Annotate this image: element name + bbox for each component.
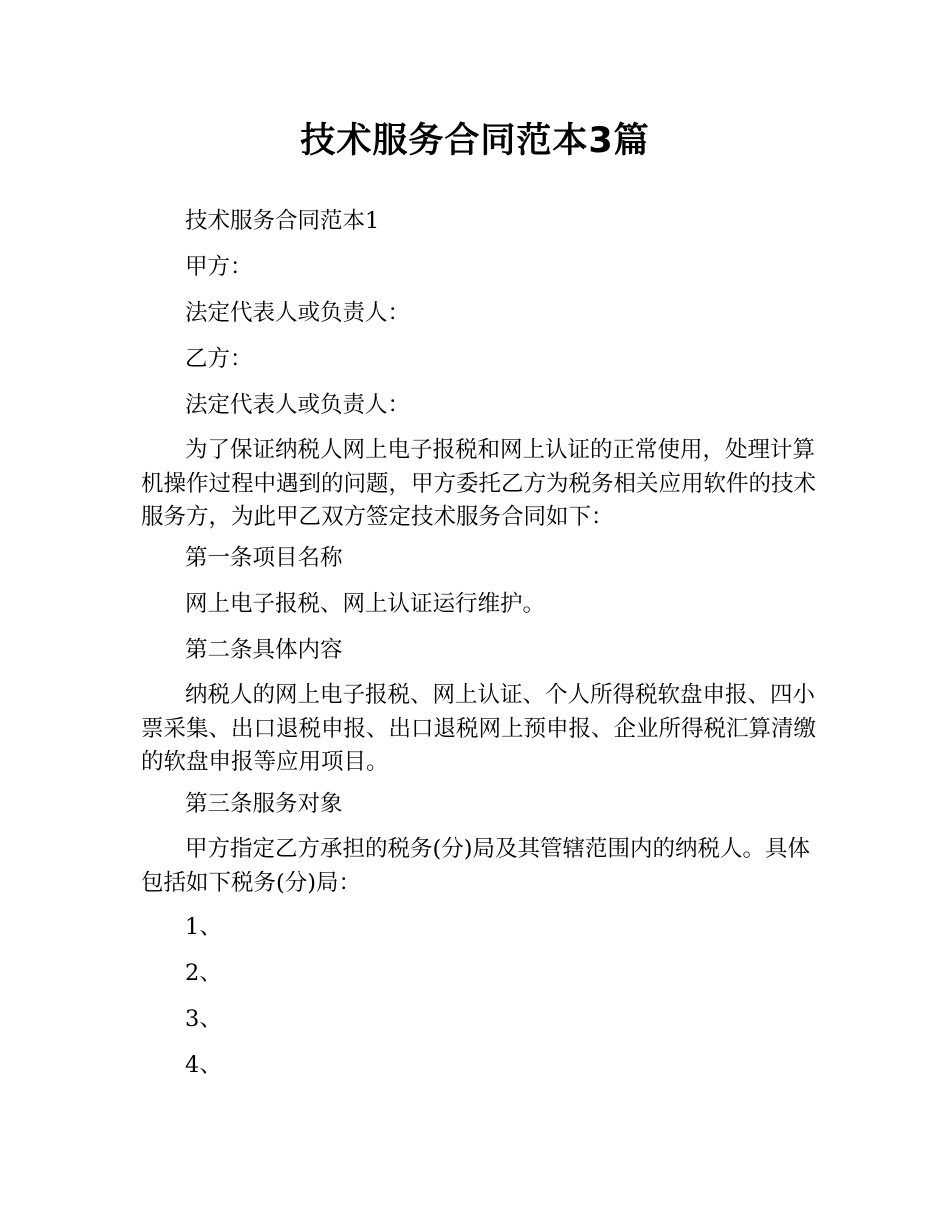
document-title: 技术服务合同范本3篇 (300, 121, 650, 161)
preamble-paragraph: 为了保证纳税人网上电子报税和网上认证的正常使用，处理计算机操作过程中遇到的问题，甲方委托乙方为税务相关应用软件的技术服务方，为此甲乙双方签定技术服务合同如下： (141, 437, 817, 530)
list-item: 4、 (185, 1052, 222, 1078)
party-b-line: 乙方： (185, 346, 253, 372)
article-2-heading: 第二条具体内容 (185, 637, 343, 663)
list-item: 1、 (185, 914, 222, 940)
party-a-line: 甲方： (185, 254, 253, 280)
article-1-heading: 第一条项目名称 (185, 545, 343, 571)
list-item: 3、 (185, 1006, 222, 1032)
party-a-representative-line: 法定代表人或负责人： (185, 300, 411, 326)
subtitle-contract-1: 技术服务合同范本1 (185, 208, 380, 234)
list-item: 2、 (185, 960, 222, 986)
article-1-content: 网上电子报税、网上认证运行维护。 (185, 591, 546, 617)
party-b-representative-line: 法定代表人或负责人： (185, 392, 411, 418)
article-3-content: 甲方指定乙方承担的税务(分)局及其管辖范围内的纳税人。具体包括如下税务(分)局： (141, 836, 811, 896)
article-2-content: 纳税人的网上电子报税、网上认证、个人所得税软盘申报、四小票采集、出口退税申报、出口退税网上预申报、企业所得税汇算清缴的软盘申报等应用项目。 (141, 682, 817, 775)
article-3-heading: 第三条服务对象 (185, 791, 343, 817)
